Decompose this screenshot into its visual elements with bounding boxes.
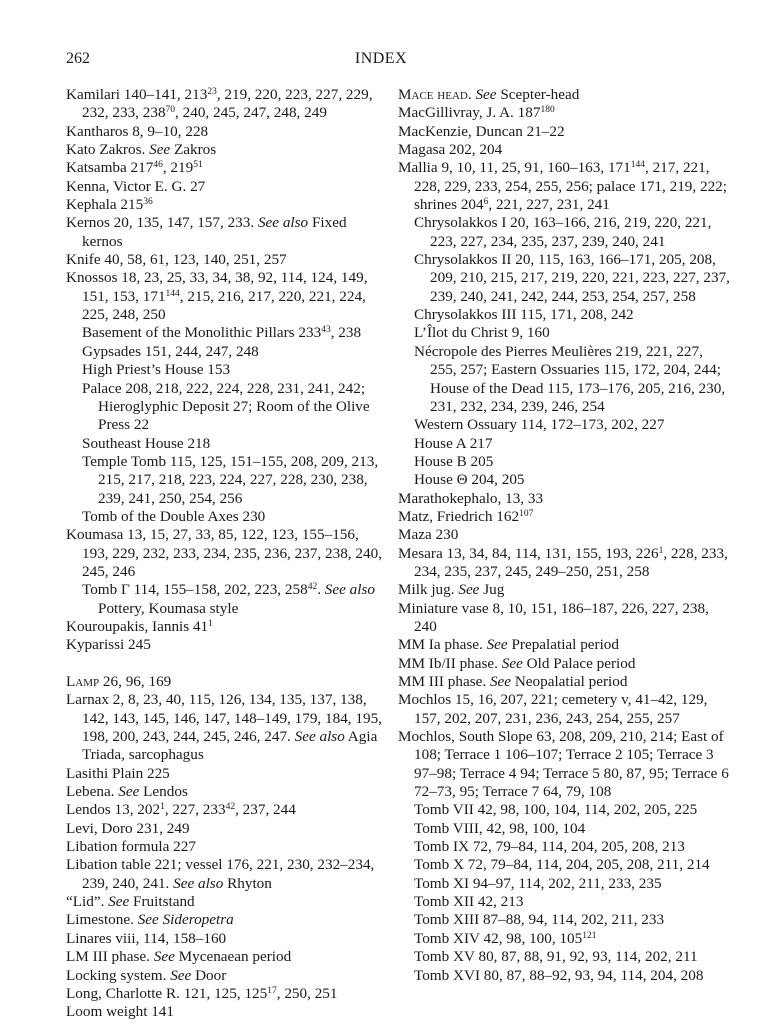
- index-entry: Larnax 2, 8, 23, 40, 115, 126, 134, 135, 137, 138, 142, 143, 145, 146, 147, 148–149, 179, 184, 195, 198, 200, 243, 244, 245, 246, 247. See also Agia Triada, sarcophagus: [66, 691, 382, 764]
- index-entry: Loom weight 141: [66, 1003, 174, 1021]
- index-entry: Levi, Doro 231, 249: [66, 819, 190, 837]
- index-entry: MacGillivray, J. A. $187^{180}$: [398, 104, 555, 122]
- index-entry: Matz, Friedrich $162^{107}$: [398, 507, 534, 525]
- index-subentry: Chrysolakkos III 115, 171, 208, 242: [414, 306, 634, 324]
- index-subentry: Chrysolakkos I 20, 163–166, 216, 219, 220, 221, 223, 227, 234, 235, 237, 239, 240, 241: [414, 214, 712, 250]
- index-subentry: Palace 208, 218, 222, 224, 228, 231, 241, 242; Hieroglyphic Deposit 27; Room of the Olive Press 22: [82, 379, 370, 434]
- index-entry: Magasa 202, 204: [398, 141, 503, 159]
- index-subentry: Southeast House 218: [82, 434, 211, 452]
- index-subentry: Tomb IX 72, 79–84, 114, 204, 205, 208, 213: [414, 838, 685, 856]
- index-entry: Mesara 13, 34, 84, 114, 131, 155, 193, $226^1$, 228, 233, 234, 235, 237, 245, 249–250, 251, 258: [398, 544, 728, 580]
- index-subentry: Tomb of the Double Axes 230: [82, 507, 266, 525]
- index-subentry: Western Ossuary 114, 172–173, 202, 227: [414, 416, 665, 434]
- index-entry: Katsamba $217^{46}$, $219^{51}$: [66, 159, 203, 177]
- index-entry: Lebena. See Lendos: [66, 783, 188, 801]
- index-entry: “Lid”. See Fruitstand: [66, 893, 195, 911]
- index-subentry: Temple Tomb 115, 125, 151–155, 208, 209, 213, 215, 217, 218, 223, 224, 227, 228, 230, 238, 239, 241, 250, 254, 256: [82, 452, 379, 507]
- index-entry: Long, Charlotte R. 121, 125, $125^{17}$, 250, 251: [66, 984, 338, 1002]
- index-entry: Kamilari 140–141, $213^{23}$, 219, 220, 223, 227, 229, 232, 233, $238^{70}$, 240, 245, 247, 248, 249: [66, 86, 373, 122]
- index-subentry: Tomb XII 42, 213: [414, 893, 524, 911]
- index-subentry: Tomb VIII, 42, 98, 100, 104: [414, 819, 586, 837]
- running-head: INDEX: [354, 50, 408, 67]
- index-entry: Mace head. See Scepter-head: [398, 86, 580, 103]
- index-subentry: House Θ 204, 205: [414, 471, 525, 489]
- index-entry: Knossos 18, 23, 25, 33, 34, 38, 92, 114, 124, 149, 151, 153, $171^{144}$, 215, 216, 217, 220, 221, 224, 225, 248, 250: [66, 269, 368, 324]
- index-entry: Limestone. See Sideropetra: [66, 911, 234, 929]
- index-entry: Libation formula 227: [66, 838, 196, 856]
- index-subentry: Nécropole des Pierres Meulières 219, 221, 227, 255, 257; Eastern Ossuaries 115, 172, 204, 244; House of the Dead 115, 173–176, 205, 216, 230, 231, 232, 234, 239, 246, 254: [414, 342, 726, 415]
- index-entry: Mallia 9, 10, 11, 25, 91, 160–163, $171^{144}$, 217, 221, 228, 229, 233, 254, 255, 256; palace 171, 219, 222; shrines $204^6$, 221, 227, 231, 241: [398, 159, 727, 214]
- index-entry: Lendos 13, $202^1$, 227, $233^{42}$, 237, 244: [66, 801, 296, 819]
- index-subentry: Tomb Γ 114, 155–158, 202, 223, $258^{42}$. See also Pottery, Koumasa style: [82, 581, 375, 617]
- index-entry: Kephala $215^{36}$: [66, 196, 153, 214]
- index-column-right: [398, 86, 732, 985]
- index-entry: Knife 40, 58, 61, 123, 140, 251, 257: [66, 251, 287, 269]
- index-entry: Milk jug. See Jug: [398, 581, 505, 599]
- index-subentry: House A 217: [414, 434, 493, 452]
- index-entry: Mochlos 15, 16, 207, 221; cemetery v, 41–42, 129, 157, 202, 207, 231, 236, 243, 254, 255, 257: [398, 691, 708, 727]
- index-entry: Miniature vase 8, 10, 151, 186–187, 226, 227, 238, 240: [398, 599, 709, 635]
- index-entry: LM III phase. See Mycenaean period: [66, 948, 292, 966]
- index-column-left: [66, 86, 382, 1022]
- index-subentry: Basement of the Monolithic Pillars $233^{43}$, 238: [82, 324, 362, 342]
- index-subentry: Tomb XIII 87–88, 94, 114, 202, 211, 233: [414, 911, 665, 929]
- index-entry: Kato Zakros. See Zakros: [66, 141, 217, 159]
- index-entry: Mochlos, South Slope 63, 208, 209, 210, 214; East of 108; Terrace 1 106–107; Terrace 2 105; Terrace 3 97–98; Terrace 4 94; Terrace 5 80, 87, 95; Terrace 6 72–73, 95; Terrace 7 64, 79, 108: [398, 728, 729, 801]
- index-subentry: Tomb X 72, 79–84, 114, 204, 205, 208, 211, 214: [414, 856, 710, 874]
- index-subentry: Tomb XV 80, 87, 88, 91, 92, 93, 114, 202, 211: [414, 948, 698, 966]
- index-entry: Kernos 20, 135, 147, 157, 233. See also Fixed kernos: [66, 214, 347, 250]
- index-entry: Marathokephalo, 13, 33: [398, 489, 544, 507]
- index-entry: Lasithi Plain 225: [66, 764, 170, 782]
- index-subentry: Gypsades 151, 244, 247, 248: [82, 342, 259, 360]
- index-subentry: Tomb VII 42, 98, 100, 104, 114, 202, 205, 225: [414, 801, 698, 819]
- index-entry: MM III phase. See Neopalatial period: [398, 673, 628, 690]
- index-entry: MacKenzie, Duncan 21–22: [398, 122, 565, 140]
- index-entry: Kyparissi 245: [66, 636, 151, 654]
- index-subentry: Tomb XI 94–97, 114, 202, 211, 233, 235: [414, 874, 662, 892]
- index-subentry: Chrysolakkos II 20, 115, 163, 166–171, 205, 208, 209, 210, 215, 217, 219, 220, 221, 223, 227, 237, 239, 240, 241, 242, 244, 253, 254, 257, 258: [414, 251, 730, 305]
- index-subentry: L’Îlot du Christ 9, 160: [414, 324, 550, 342]
- index-entry: MM Ib/II phase. See Old Palace period: [398, 654, 636, 672]
- index-entry: Maza 230: [398, 526, 459, 544]
- index-entry: Kantharos 8, 9–10, 228: [66, 122, 209, 140]
- page-number: 262: [66, 50, 90, 67]
- index-entry: Kouroupakis, Iannis $41^1$: [66, 617, 213, 635]
- index-entry: Kenna, Victor E. G. 27: [66, 177, 206, 195]
- index-entry: Linares viii, 114, 158–160: [66, 929, 227, 947]
- index-entry: Koumasa 13, 15, 27, 33, 85, 122, 123, 155–156, 193, 229, 232, 233, 234, 235, 236, 237, 238, 240, 245, 246: [66, 526, 382, 580]
- index-entry: Libation table 221; vessel 176, 221, 230, 232–234, 239, 240, 241. See also Rhyton: [66, 856, 375, 892]
- index-subentry: Tomb XIV 42, 98, 100, $105^{121}$: [414, 929, 597, 947]
- index-subentry: House B 205: [414, 452, 494, 470]
- index-subentry: Tomb XVI 80, 87, 88–92, 93, 94, 114, 204, 208: [414, 966, 704, 984]
- index-subentry: High Priest’s House 153: [82, 361, 231, 379]
- index-entry: Lamp 26, 96, 169: [66, 673, 172, 690]
- index-entry: MM Ia phase. See Prepalatial period: [398, 636, 619, 654]
- index-entry: Locking system. See Door: [66, 966, 227, 984]
